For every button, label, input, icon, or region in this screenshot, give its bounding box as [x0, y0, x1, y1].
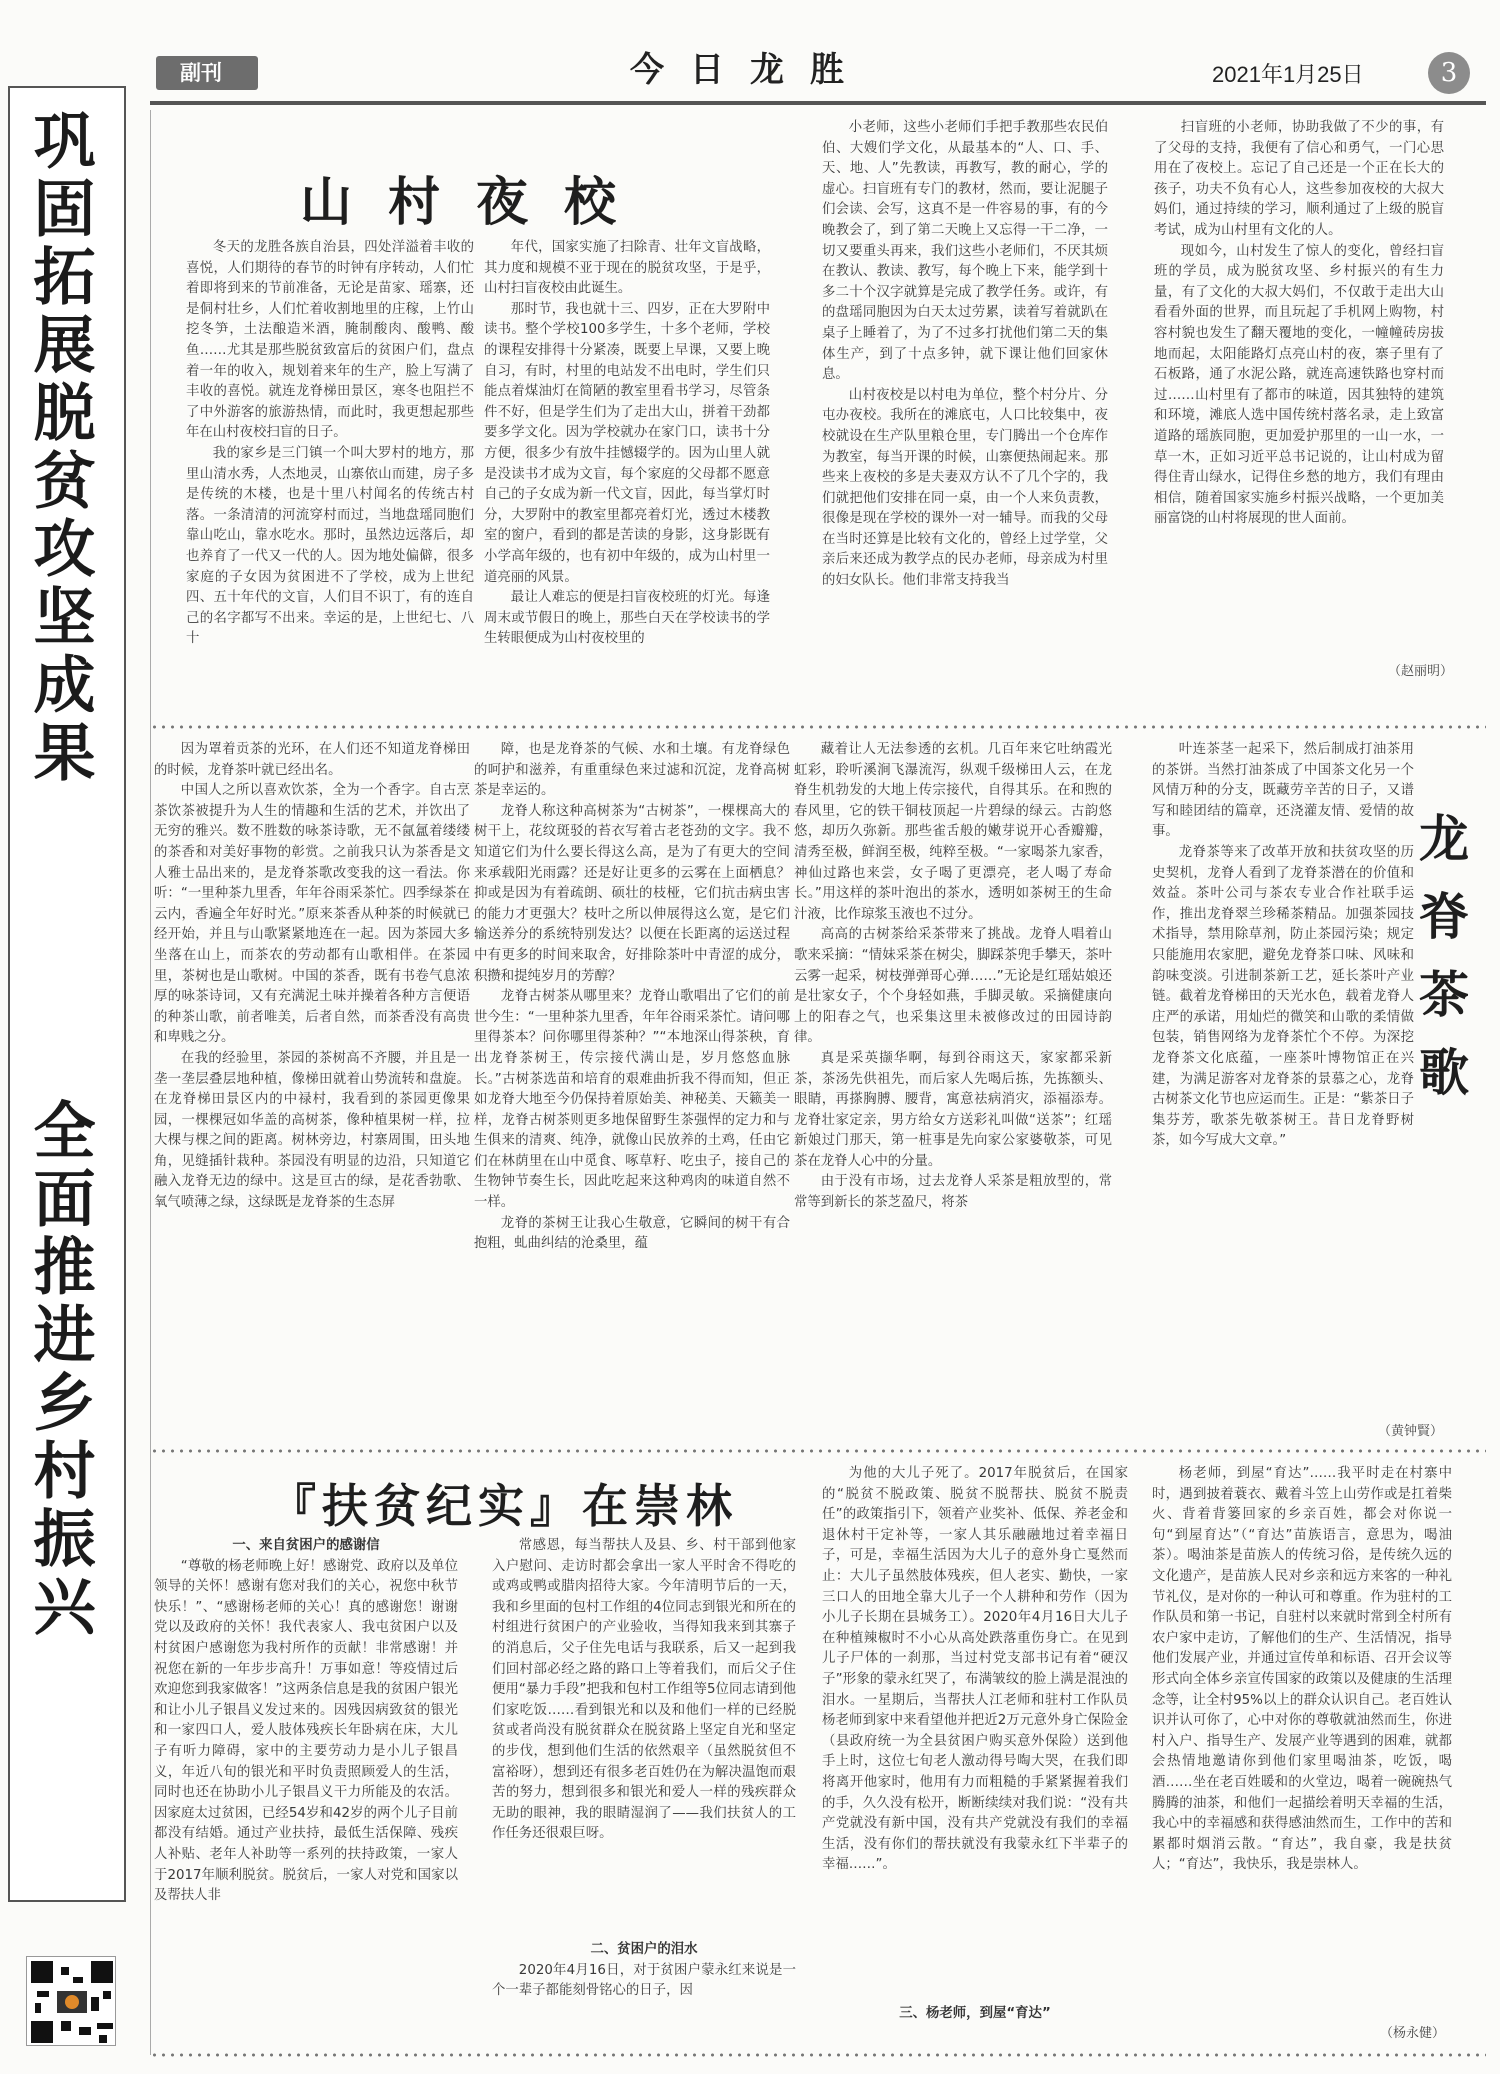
article1-author: （赵丽明） [1388, 664, 1454, 679]
slogan-box [8, 86, 126, 1902]
section-divider-3 [150, 2050, 1486, 2060]
article3-subhead-3: 三、杨老师，到屋“育达” [899, 2006, 1051, 2021]
paragraph: 在我的经验里，茶园的茶树高不齐腰，并且是一垄一垄层叠层地种植，像梯田就着山势流转和盘旋。在龙脊梯田景区内的中禄村，我看到的茶园更像果园，一棵棵冠如华盖的高树茶，像种植果树一样，拉大棵与棵之间的距离。树林旁边，村寨周围，田头地角，见缝插针栽种。茶园没有明显的边沿，只知道它融入龙脊无边的绿中。这是亘古的绿，是花香勃歌、氧气喷薄之绿，这绿既是龙脊茶的生态屏 [154, 1050, 470, 1211]
article1-col4 [1154, 118, 1444, 658]
article2-col1 [154, 740, 470, 1440]
paragraph: 高高的古树茶给采茶带来了挑战。龙脊人唱着山歌来采摘：“情妹采茶在树尖，脚踩茶兜手攀天，茶叶云雾一起采，树枝弹弹哥心弹……”无论是红瑶姑娘还是壮家女子，个个身轻如燕，手脚灵敏。采摘健康向上的阳春之气，也采集这里未被修改过的田园诗韵律。 [794, 927, 1112, 1046]
paragraph: 年代，国家实施了扫除青、壮年文盲战略，其力度和规模不亚于现在的脱贫攻坚，于是乎，山村扫盲夜校由此诞生。 [484, 240, 770, 297]
article3-col3-text [822, 1464, 1128, 1998]
article3-col2 [492, 1536, 796, 2040]
page-number: 3 [1428, 52, 1470, 94]
section-label: 副刊 [156, 56, 258, 90]
article3-subhead-2: 二、贫困户的泪水 [590, 1942, 698, 1957]
article3-title: 『扶贫纪实』在崇林 [270, 1479, 738, 1533]
paragraph: 2020年4月16日，对于贫困户蒙永红来说是一个一辈子都能刻骨铭心的日子，因 [492, 1962, 796, 1999]
paragraph: 那时节，我也就十三、四岁，正在大罗附中读书。整个学校100多学生，十多个老师，学校的课程安排得十分紧凑，既要上早课，又要上晚自习，有时，村里的电站发不出电时，学生们只能点着煤油灯在简陋的教室里看书学习，尽管条件不好，但是学生们为了走出大山，拼着干劲都要多学文化。因为学校就办在家门口，读书十分方便，很多少有放牛挂憾辍学的。因为山里人就是没读书才成为文盲，每个家庭的父母都不愿意自己的子女成为新一代文盲，因此，每当掌灯时分，大罗附中的教室里都亮着灯光，透过木楼教室的窗户，看到的都是苦读的身影，这身影既有小学高年级的，也有初中年级的，成为山村里一道亮丽的风景。 [484, 301, 770, 585]
paragraph: 为他的大儿子死了。2017年脱贫后，在国家的“脱贫不脱政策、脱贫不脱帮扶、脱贫不脱责任”的政策指引下，领着产业奖补、低保、养老金和退休村干定补等，一家人其乐融融地过着幸福日子，可是，幸福生活因为大儿子的意外身亡戛然而止：大儿子虽然肢体残疾，但人老实、勤快，一家三口人的田地全靠大儿子一个人耕种和劳作（因为小儿子长期在县城务工）。2020年4月16日大儿子在种植辣椒时不小心从高处跌落重伤身亡。在见到儿子尸体的一刹那，当过村党支部书记有着“硬汉子”形象的蒙永红哭了，布满皱纹的脸上满是混浊的泪水。一星期后，当帮扶人江老师和驻村工作队员杨老师到家中来看望他并把近2万元意外身亡保险金（县政府统一为全县贫困户购买意外保险）送到他手上时，这位七旬老人激动得号啕大哭，在我们即将离开他家时，他用有力而粗糙的手紧紧握着我们的手，久久没有松开，断断续续对我们说：“没有共产党就没有新中国，没有共产党就没有我们的幸福生活，没有你们的帮扶就没有我蒙永红下半辈子的幸福……”。 [822, 1466, 1128, 1873]
paragraph: 由于没有市场，过去龙脊人采茶是粗放型的，常常等到新长的茶芝盈尺，将茶 [794, 1174, 1112, 1211]
article3-col2b-text [492, 1961, 796, 2002]
slogan-line-1: 巩固拓展脱贫攻坚成果 [23, 108, 96, 788]
issue-date: 2021年1月25日 [1212, 62, 1364, 87]
paragraph: 山村夜校是以村电为单位，整个村分片、分屯办夜校。我所在的滩底屯，人口比较集中，夜校就设在生产队里粮仓里，专门腾出一个仓库作为教室，每当开课的时候，山寨便热闹起来。那些来上夜校的多是夫妻双方认不了几个字的，我们就把他们安排在同一桌，由一个人来负责教，很像是现在学校的课外一对一辅导。而我的父母在当时还算是比较有文化的，曾经上过学堂，父亲后来还成为教学点的民办老师，母亲成为村里的妇女队长。他们非常支持我当 [822, 387, 1108, 589]
paragraph: 障，也是龙脊茶的气候、水和土壤。有龙脊绿色的呵护和滋养，有重重绿色来过滤和沉淀，龙脊高树茶是幸运的。 [474, 742, 790, 799]
slogan-line-2: 全面推进乡村振兴 [23, 1098, 96, 1642]
article2-col2 [474, 740, 790, 1440]
qr-code-icon[interactable] [26, 1956, 116, 2046]
article3-col4-text [1152, 1464, 1452, 1876]
article1-title: 山村夜校 [300, 172, 653, 233]
paragraph: 龙脊人称这种高树茶为“古树茶”，一棵棵高大的树干上，花纹斑驳的苔衣写着古老苍劲的文字。我不知道它们为什么要长得这么高，是为了有更大的空间来承载阳光雨露？还是好让更多的云雾在上面栖息？抑或是因为有着疏朗、硕壮的枝桠，它们抗击病虫害的能力才更强大？枝叶之所以伸展得这么宽，是它们输送养分的系统特别发达？以便在长距离的运送过程中有更多的时间来取舍，好排除茶叶中青涩的成分，积攒和提纯岁月的芳醇？ [474, 803, 790, 984]
article1-col3 [822, 118, 1108, 718]
paragraph: 最让人难忘的便是扫盲夜校班的灯光。每逢周末或节假日的晚上，那些白天在学校读书的学生转眼便成为山村夜校里的 [484, 590, 770, 647]
paragraph: 龙脊的茶树王让我心生敬意，它瞬间的树干有合抱粗，虬曲纠结的沧桑里，蕴 [474, 1215, 790, 1252]
paragraph: 我的家乡是三门镇一个叫大罗村的地方，那里山清水秀，人杰地灵，山寨依山而建，房子多是传统的木楼，也是十里八村闻名的传统古村落。一条清清的河流穿村而过，当地盘瑶同胞们靠山吃山，靠水吃水。那时，虽然边远落后，却也养育了一代又一代的人。因为地处偏僻，很多家庭的子女因为贫困进不了学校，成为上世纪四、五十年代的文盲，人们目不识丁，有的连自己的名字都写不出来。幸运的是，上世纪七、八十 [186, 445, 474, 647]
paragraph: 冬天的龙胜各族自治县，四处洋溢着丰收的喜悦，人们期待的春节的时钟有序转动，人们忙着即将到来的节前准备，无论是苗家、瑶寨，还是侗村壮乡，人们忙着收割地里的庄稼，上竹山挖冬笋，土法酿造米酒，腌制酸肉、酸鸭、酸鱼……尤其是那些脱贫致富后的贫困户们，盘点着一年的收入，规划着来年的生产，脸上写满了丰收的喜悦。就连龙脊梯田景区，寒冬也阻拦不了中外游客的旅游热情，而此时，我更想起那些年在山村夜校扫盲的日子。 [186, 240, 474, 441]
article3-col3 [822, 1464, 1128, 2044]
newspaper-name: 今日龙胜 [630, 50, 870, 90]
paragraph: 叶连茶茎一起采下，然后制成打油茶用的茶饼。当然打油茶成了中国茶文化另一个风情万种的分支，既藏劳辛苦的日子，又谱写和睦团结的篇章，还浇灌友情、爱情的故事。 [1152, 742, 1414, 840]
paragraph: 常感恩，每当帮扶人及县、乡、村干部到他家入户慰问、走访时都会拿出一家人平时舍不得吃的或鸡或鸭或腊肉招待大家。今年清明节后的一天，我和乡里面的包村工作组的4位同志到银光和所在的村组进行贫困户的产业验收，当得知我来到其寨子的消息后，父子住先电话与我联系，后又一起到我们回村部必经之路的路口上等着我们，而后父子住便用“暴力手段”把我和包村工作组等5位同志请到他们家吃饭……看到银光和以及和他们一样的已经脱贫或者尚没有脱贫群众在脱贫路上坚定自光和坚定的步伐，想到他们生活的依然艰辛（虽然脱贫但不富裕呀），想到还有很多老百姓仍在为解决温饱而艰苦的努力，想到很多和银光和爱人一样的残疾群众无助的眼神，我的眼睛湿润了——我们扶贫人的工作任务还很艰巨呀。 [492, 1538, 796, 1842]
article3-col1 [154, 1536, 458, 2040]
article2-col2-text [474, 740, 790, 1255]
article1-col4-text [1154, 118, 1444, 530]
paragraph: 杨老师，到屋“育达”……我平时走在村寨中时，遇到披着蓑衣、戴着斗笠上山劳作或是扛着柴火、背着背篓回家的乡亲百姓，都会对你说一句“到屋育达”（“育达”苗族语言，意思为，喝油茶）。喝油茶是苗族人的传统习俗，是传统久远的文化遗产，是苗族人民对乡亲和远方来客的一种礼节礼仪，是对你的一种认可和尊重。作为驻村的工作队员和第一书记，自驻村以来就时常到全村所有农户家中走访，了解他们的生产、生活情况，指导他们发展产业，并通过宣传单和标语、召开会议等形式向全体乡亲宣传国家的政策以及健康的生活理念等，让全村95%以上的群众认识自己。老百姓认识并认可你了，心中对你的尊敬就油然而生，你进村入户、指导生产、发展产业等遇到的困难，就都会热情地邀请你到他们家里喝油茶，吃饭，喝酒……坐在老百姓暖和的火堂边，喝着一碗碗热气腾腾的油茶，和他们一起描绘着明天幸福的生活，我心中的幸福感和获得感油然而生，工作中的苦和累都时烟消云散。“育达”，我自豪，我是扶贫人；“育达”，我快乐，我是崇林人。 [1152, 1466, 1452, 1873]
paragraph: 小老师，这些小老师们手把手教那些农民伯伯、大嫂们学文化，从最基本的“人、口、手、天、地、人”先教读，再教写，教的耐心，学的虚心。扫盲班有专门的教材，然而，要让泥腿子们会读、会写，这真不是一件容易的事，有的今晚教会了，到了第二天晚上又忘得一干二净，一切又要重头再来，我们这些小老师们，不厌其烦在教认、教读、教写，每个晚上下来，能学到十多二十个汉字就算是完成了教学任务。或许，有的盘瑶同胞因为白天太过劳累，读着写着就趴在桌子上睡着了，为了不过多打扰他们第二天的集体生产，到了十点多钟，就下课让他们回家休息。 [822, 120, 1108, 383]
article2-col1-text [154, 740, 470, 1214]
section-divider-2 [150, 1446, 1486, 1456]
article1-col3-text [822, 118, 1108, 592]
article1-col1 [186, 238, 474, 718]
article3-subhead-1: 一、来自贫困户的感谢信 [232, 1538, 380, 1553]
paragraph: 现如今，山村发生了惊人的变化，曾经扫盲班的学员，成为脱贫攻坚、乡村振兴的有生力量，有了文化的大叔大妈们，不仅敢于走出大山看看外面的世界，而且玩起了手机网上购物，村容村貌也发生了翻天覆地的变化，一幢幢砖房拔地而起，太阳能路灯点亮山村的夜，寨子里有了石板路，通了水泥公路，就连高速铁路也穿村而过……山村里有了都市的味道，因其独特的建筑和环境，滩底人选中国传统村落名录，走上致富道路的瑶族同胞，更加爱护那里的一山一水，一草一木，正如习近平总书记说的，让山村成为留得住青山绿水，记得住乡愁的地方，我们有理由相信，随着国家实施乡村振兴战略，一个更加美丽富饶的山村将展现的世人面前。 [1154, 243, 1444, 527]
article1-col1-text [186, 238, 474, 650]
article2-title: 龙脊茶歌 [1411, 812, 1470, 1124]
article2-col3-text [794, 740, 1112, 1214]
article1-col2-text [484, 238, 770, 650]
article1-col2 [484, 238, 770, 718]
paragraph: 扫盲班的小老师，协助我做了不少的事，有了父母的支持，我便有了信心和勇气，一门心思用在了夜校上。忘记了自己还是一个正在长大的孩子，功夫不负有心人，这些参加夜校的大叔大妈们，通过持续的学习，顺利通过了上级的脱盲考试，成为山村里有文化的人。 [1154, 120, 1444, 238]
header-rule [150, 101, 1486, 105]
paragraph: 龙脊茶等来了改革开放和扶贫攻坚的历史契机，龙脊人看到了龙脊茶潜在的价值和效益。茶叶公司与茶农专业合作社联手运作，推出龙脊翠兰珍稀茶精品。加强茶园技术指导，禁用除草剂，防止茶园污染；规定只能施用农家肥，避免龙脊茶口味、风味和韵味变淡。引进制茶新工艺，延长茶叶产业链。截着龙脊梯田的天光水色，载着龙脊人庄严的承诺，用灿烂的微笑和山歌的柔情做包装，销售网络为龙脊茶忙个不停。为深挖龙脊茶文化底蕴，一座茶叶博物馆正在兴建，为满足游客对龙脊茶的景慕之心，龙脊古树茶文化节也应运而生。正是：“紫茶日子集芬芳，歌茶先敬茶树王。昔日龙脊野树茶，如今写成大文章。” [1152, 844, 1414, 1149]
article2-col4 [1152, 740, 1414, 1430]
article3-col1-text [154, 1557, 458, 1907]
paragraph: 中国人之所以喜欢饮茶，全为一个香字。自古烹茶饮茶被提升为人生的情趣和生活的艺术，并饮出了无穷的雅兴。数不胜数的咏茶诗歌，无不氤氲着缕缕的茶香和对美好事物的彰赏。之前我只认为茶香是文人雅士品出来的，是龙脊茶歌改变我的这一看法。你听：“一里种茶九里香，年年谷雨采茶忙。四季绿茶在云内，香遍全年好时光。”原来茶香从种茶的时候就已经开始，并且与山歌紧紧地连在一起。因为茶园大多坐落在山上，而茶农的劳动都有山歌相伴。在茶园里，茶树也是山歌树。中国的茶香，既有书卷气息浓厚的咏茶诗词，又有充满泥土味并操着各种方言便语的种茶山歌，前者唯美，后者自然，而茶香没有高贵和卑贱之分。 [154, 783, 470, 1046]
article3-col4 [1152, 1464, 1452, 2024]
article3-author: （杨永健） [1380, 2026, 1446, 2041]
article2-col3 [794, 740, 1112, 1440]
article2-author: （黄钟賢） [1378, 1424, 1444, 1439]
section-divider-1 [150, 722, 1486, 732]
paragraph: “尊敬的杨老师晚上好！感谢党、政府以及单位领导的关怀！感谢有您对我们的关心，祝您中秋节快乐！”、“感谢杨老师的关心！真的感谢您！谢谢党以及政府的关怀！我代表家人、我屯贫困户以及村贫困户感谢您为我村所作的贡献！非常感谢！并祝您在新的一年步步高升！万事如意！等疫情过后欢迎您到我家做客！”这两条信息是我的贫困户银光和让小儿子银昌义发过来的。因残因病致贫的银光和一家四口人，爱人肢体残疾长年卧病在床，大儿子有听力障碍，家中的主要劳动力是小儿子银昌义，年近八旬的银光和平时负责照顾爱人的生活，同时也还在协助小儿子银昌义干力所能及的农活。因家庭太过贫困，已经54岁和42岁的两个儿子目前都没有结婚。通过产业扶持，最低生活保障、残疾人补贴、老年人补助等一系列的扶持政策，一家人于2017年顺利脱贫。脱贫后，一家人对党和国家以及帮扶人非 [154, 1558, 458, 1904]
article3-col2-text [492, 1536, 796, 1934]
paragraph: 因为罩着贡茶的光环，在人们还不知道龙脊梯田的时候，龙脊茶叶就已经出名。 [154, 742, 470, 778]
paragraph: 真是采英撷华啊，每到谷雨这天，家家都采新茶，茶汤先供祖先，而后家人先喝后拣，先拣额头、眼睛，再搽胸膊、腰背，寓意祛病消灾，添福添寿。龙脊壮家定亲，男方给女方送彩礼叫做“送茶”；红瑶新娘过门那天，第一桩事是先向家公家婆敬茶，可见茶在龙脊人心中的分量。 [794, 1050, 1112, 1169]
article2-col4-text [1152, 740, 1414, 1152]
paragraph: 龙脊古树茶从哪里来？龙脊山歌唱出了它们的前世今生：“一里种茶九里香，年年谷雨采茶忙。请问哪里得茶本？问你哪里得茶种？”“本地深山得茶秧，育出龙脊茶树王，传宗接代满山是，岁月悠悠血脉长。”古树茶选苗和培育的艰难曲折我不得而知，但正如龙脊大地至今仍保持着原始美、神秘美、天籁美一样，龙脊古树茶则更多地保留野生茶强悍的定力和与生俱来的清爽、纯净，就像山民放养的土鸡，任由它们在林荫里在山中觅食、啄草籽、吃虫子，接自己的生物钟节奏生长，因此吃起来这种鸡肉的味道自然不一样。 [474, 989, 790, 1211]
paragraph: 藏着让人无法参透的玄机。几百年来它吐纳霞光虹彩，聆听溪涧飞瀑流泻，纵观千级梯田人云，在龙脊生机勃发的大地上传宗接代，自得其乐。在和煦的春风里，它的铁干铜枝顶起一片碧绿的绿云。古韵悠悠，却历久弥新。那些雀舌般的嫩芽说开心香瓣瓣，清秀至极，鲜润至极，纯粹至极。“一家喝茶九家香，神仙过路也来尝，女子喝了更漂亮，老人喝了寿命长。”用这样的茶叶泡出的茶水，透明如茶树王的生命汁液，比作琼浆玉液也不过分。 [794, 742, 1112, 922]
